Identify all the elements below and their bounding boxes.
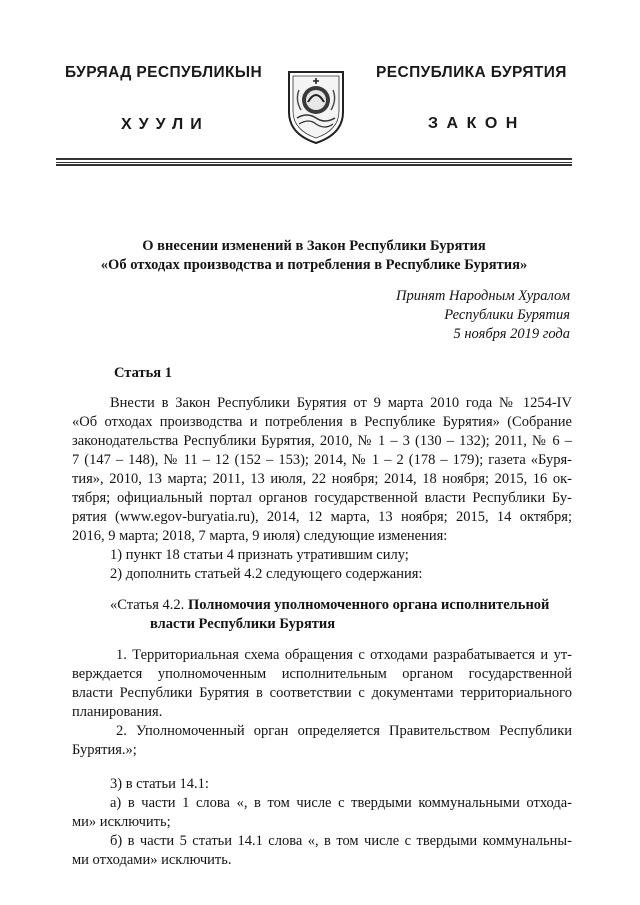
p1-line: власти Республики Бурятия в соответствии с документами территориального: [72, 685, 572, 701]
p1-line: 1. Территориальная схема обращения с отходами разрабатывается и ут-: [116, 647, 572, 663]
p1-line: планирования.: [72, 704, 163, 720]
p2-line: Бурятия.»;: [72, 742, 137, 758]
item3b-line: ми отходами» исключить.: [72, 852, 232, 868]
document-title-line1: О внесении изменений в Закон Республики Бурятия: [142, 238, 486, 254]
header-left-law: ХУУЛИ: [121, 116, 209, 133]
p1-line: верждается уполномоченным исполнительным органом государственной: [72, 666, 572, 682]
header-divider-middle: [56, 162, 572, 163]
header-right-republic: РЕСПУБЛИКА БУРЯТИЯ: [376, 64, 567, 81]
adoption-line1: Принят Народным Хуралом: [395, 288, 570, 304]
intro-line: «Об отходах производства и потребления в Республике Бурятия» (Собрание: [72, 414, 572, 430]
new-article-heading: [110, 597, 572, 614]
new-article-number: «Статья 4.2.: [110, 597, 185, 613]
header-right-law: ЗАКОН: [428, 115, 526, 132]
header-divider-bottom: [56, 164, 572, 166]
intro-line: тия», 2010, 13 марта; 2011, 13 июля, 22 ноября; 2014, 18 ноября; 2015, 16 ок-: [72, 471, 572, 487]
item3b-line: б) в части 5 статьи 14.1 слова «, в том числе с твердыми коммунальны-: [110, 833, 572, 849]
list-item-2: 2) дополнить статьей 4.2 следующего содержания:: [110, 566, 423, 582]
intro-line: рятия (www.egov-buryatia.ru), 2014, 12 марта, 13 ноября; 2015, 14 октября;: [72, 509, 572, 525]
article-heading: Статья 1: [114, 365, 172, 381]
intro-line: тября; официальный портал органов государственной власти Республики Бу-: [72, 490, 572, 506]
list-item-1: 1) пункт 18 статьи 4 признать утратившим силу;: [110, 547, 409, 563]
item3a-line: ми» исключить;: [72, 814, 171, 830]
intro-line: законодательства Республики Бурятия, 2010, № 1 – 3 (130 – 132); 2011, № 6 –: [72, 433, 572, 449]
adoption-line2: Республики Бурятия: [444, 307, 570, 323]
adoption-date: 5 ноября 2019 года: [453, 326, 570, 342]
new-article-title-line2: власти Республики Бурятия: [150, 616, 336, 632]
header-divider-top: [56, 158, 572, 160]
list-item-3: 3) в статьи 14.1:: [110, 776, 209, 792]
intro-line: 2016, 9 марта; 2018, 7 марта, 9 июля) следующие изменения:: [72, 528, 448, 544]
intro-line: Внести в Закон Республики Бурятия от 9 марта 2010 года № 1254-IV: [110, 395, 572, 411]
header-left-republic: БУРЯАД РЕСПУБЛИКЫН: [65, 64, 263, 81]
coat-of-arms-icon: [285, 66, 347, 146]
new-article-title-line1: Полномочия уполномоченного органа исполнительной: [187, 597, 550, 613]
intro-line: 7 (147 – 148), № 11 – 12 (152 – 153); 2014, № 1 – 2 (178 – 179); газета «Буря-: [72, 452, 572, 468]
document-title-line2: «Об отходах производства и потребления в Республике Бурятия»: [100, 257, 528, 273]
p2-line: 2. Уполномоченный орган определяется Правительством Республики: [116, 723, 572, 739]
item3a-line: а) в части 1 слова «, в том числе с твердыми коммунальными отхода-: [110, 795, 572, 811]
